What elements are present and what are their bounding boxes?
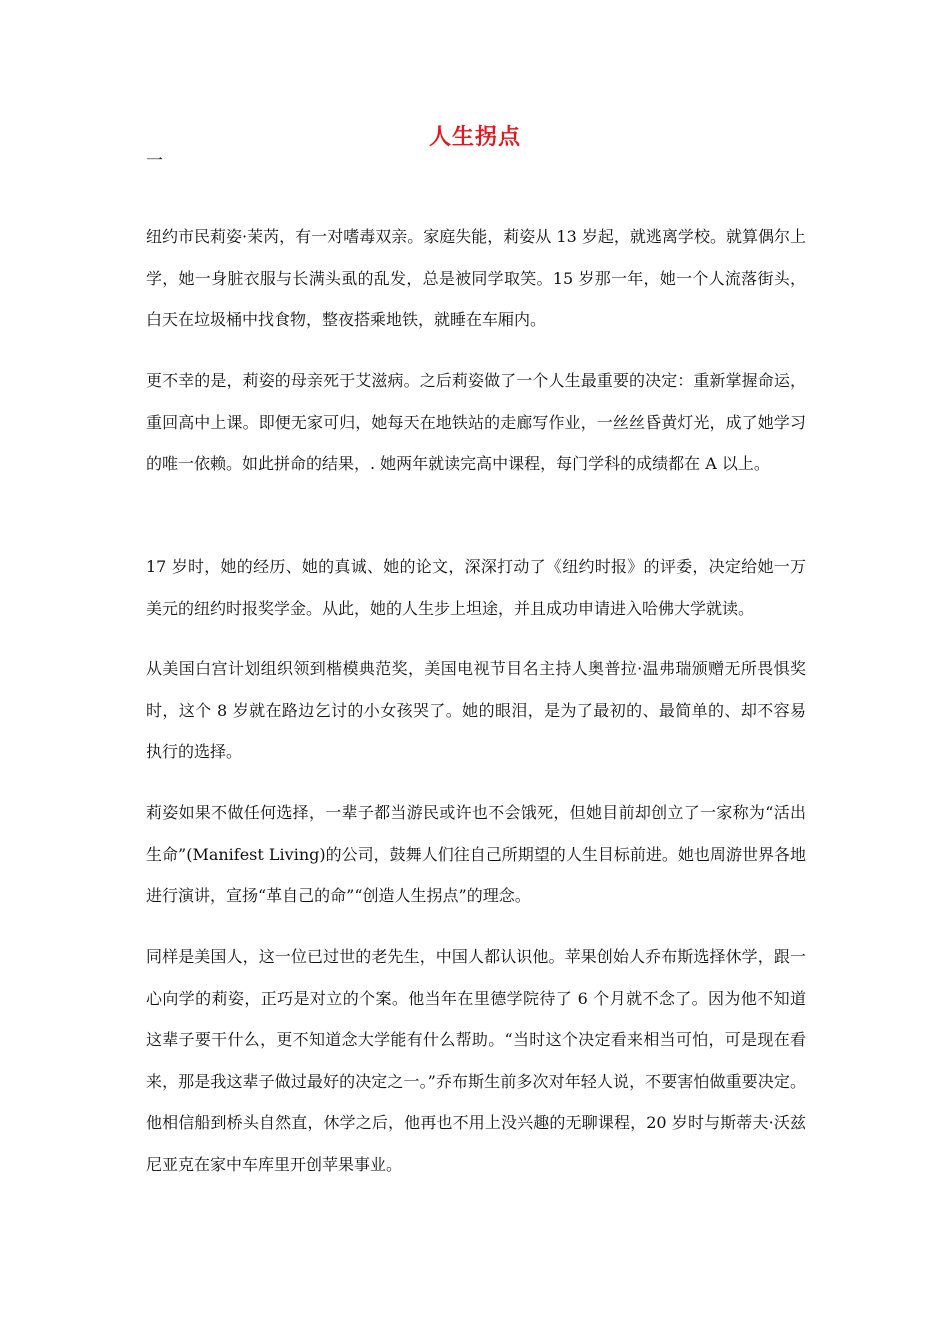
paragraph-6: 同样是美国人，这一位已过世的老先生，中国人都认识他。苹果创始人乔布斯选择休学，跟一心向学的莉姿，正巧是对立的个案。他当年在里德学院待了 6 个月就不念了。因为他不知道这辈子要干什么，更不知道念大学能有什么帮助。“当时这个决定看来相当可怕，可是现在看来，那是我这辈子做过最好的决定之一。”乔布斯生前多次对年轻人说，不要害怕做重要决定。他相信船到桥头自然直，休学之后，他再也不用上没兴趣的无聊课程，20 岁时与斯蒂夫·沃兹尼亚克在家中车库里开创苹果事业。 (146, 947, 806, 1174)
section-number: 一 (146, 151, 163, 171)
paragraph-2: 更不幸的是，莉姿的母亲死于艾滋病。之后莉姿做了一个人生最重要的决定：重新掌握命运，重回高中上课。即便无家可归，她每天在地铁站的走廊写作业，一丝丝昏黄灯光，成了她学习的唯一依赖。如此拼命的结果，. 她两年就读完高中课程，每门学科的成绩都在 A 以上。 (146, 371, 806, 473)
paragraph-3: 17 岁时，她的经历、她的真诚、她的论文，深深打动了《纽约时报》的评委，决定给她一万美元的纽约时报奖学金。从此，她的人生步上坦途，并且成功申请进入哈佛大学就读。 (146, 557, 806, 618)
document-title: 人生拐点 (428, 125, 521, 150)
paragraph-5: 莉姿如果不做任何选择，一辈子都当游民或许也不会饿死，但她目前却创立了一家称为“活出生命”(Manifest Living)的公司，鼓舞人们往自己所期望的人生目标前进。她也周游世界各地进行演讲，宣扬“革自己的命”“创造人生拐点”的理念。 (146, 803, 806, 905)
paragraph-1: 纽约市民莉姿·茉芮，有一对嗜毒双亲。家庭失能，莉姿从 13 岁起，就逃离学校。就算偶尔上学，她一身脏衣服与长满头虱的乱发，总是被同学取笑。15 岁那一年，她一个人流落街头，白天在垃圾桶中找食物，整夜搭乘地铁，就睡在车厢内。 (146, 227, 806, 329)
paragraph-4: 从美国白宫计划组织领到楷模典范奖，美国电视节目名主持人奥普拉·温弗瑞颁赠无所畏惧奖时，这个 8 岁就在路边乞讨的小女孩哭了。她的眼泪，是为了最初的、最简单的、却不容易执行的选择。 (146, 659, 806, 761)
